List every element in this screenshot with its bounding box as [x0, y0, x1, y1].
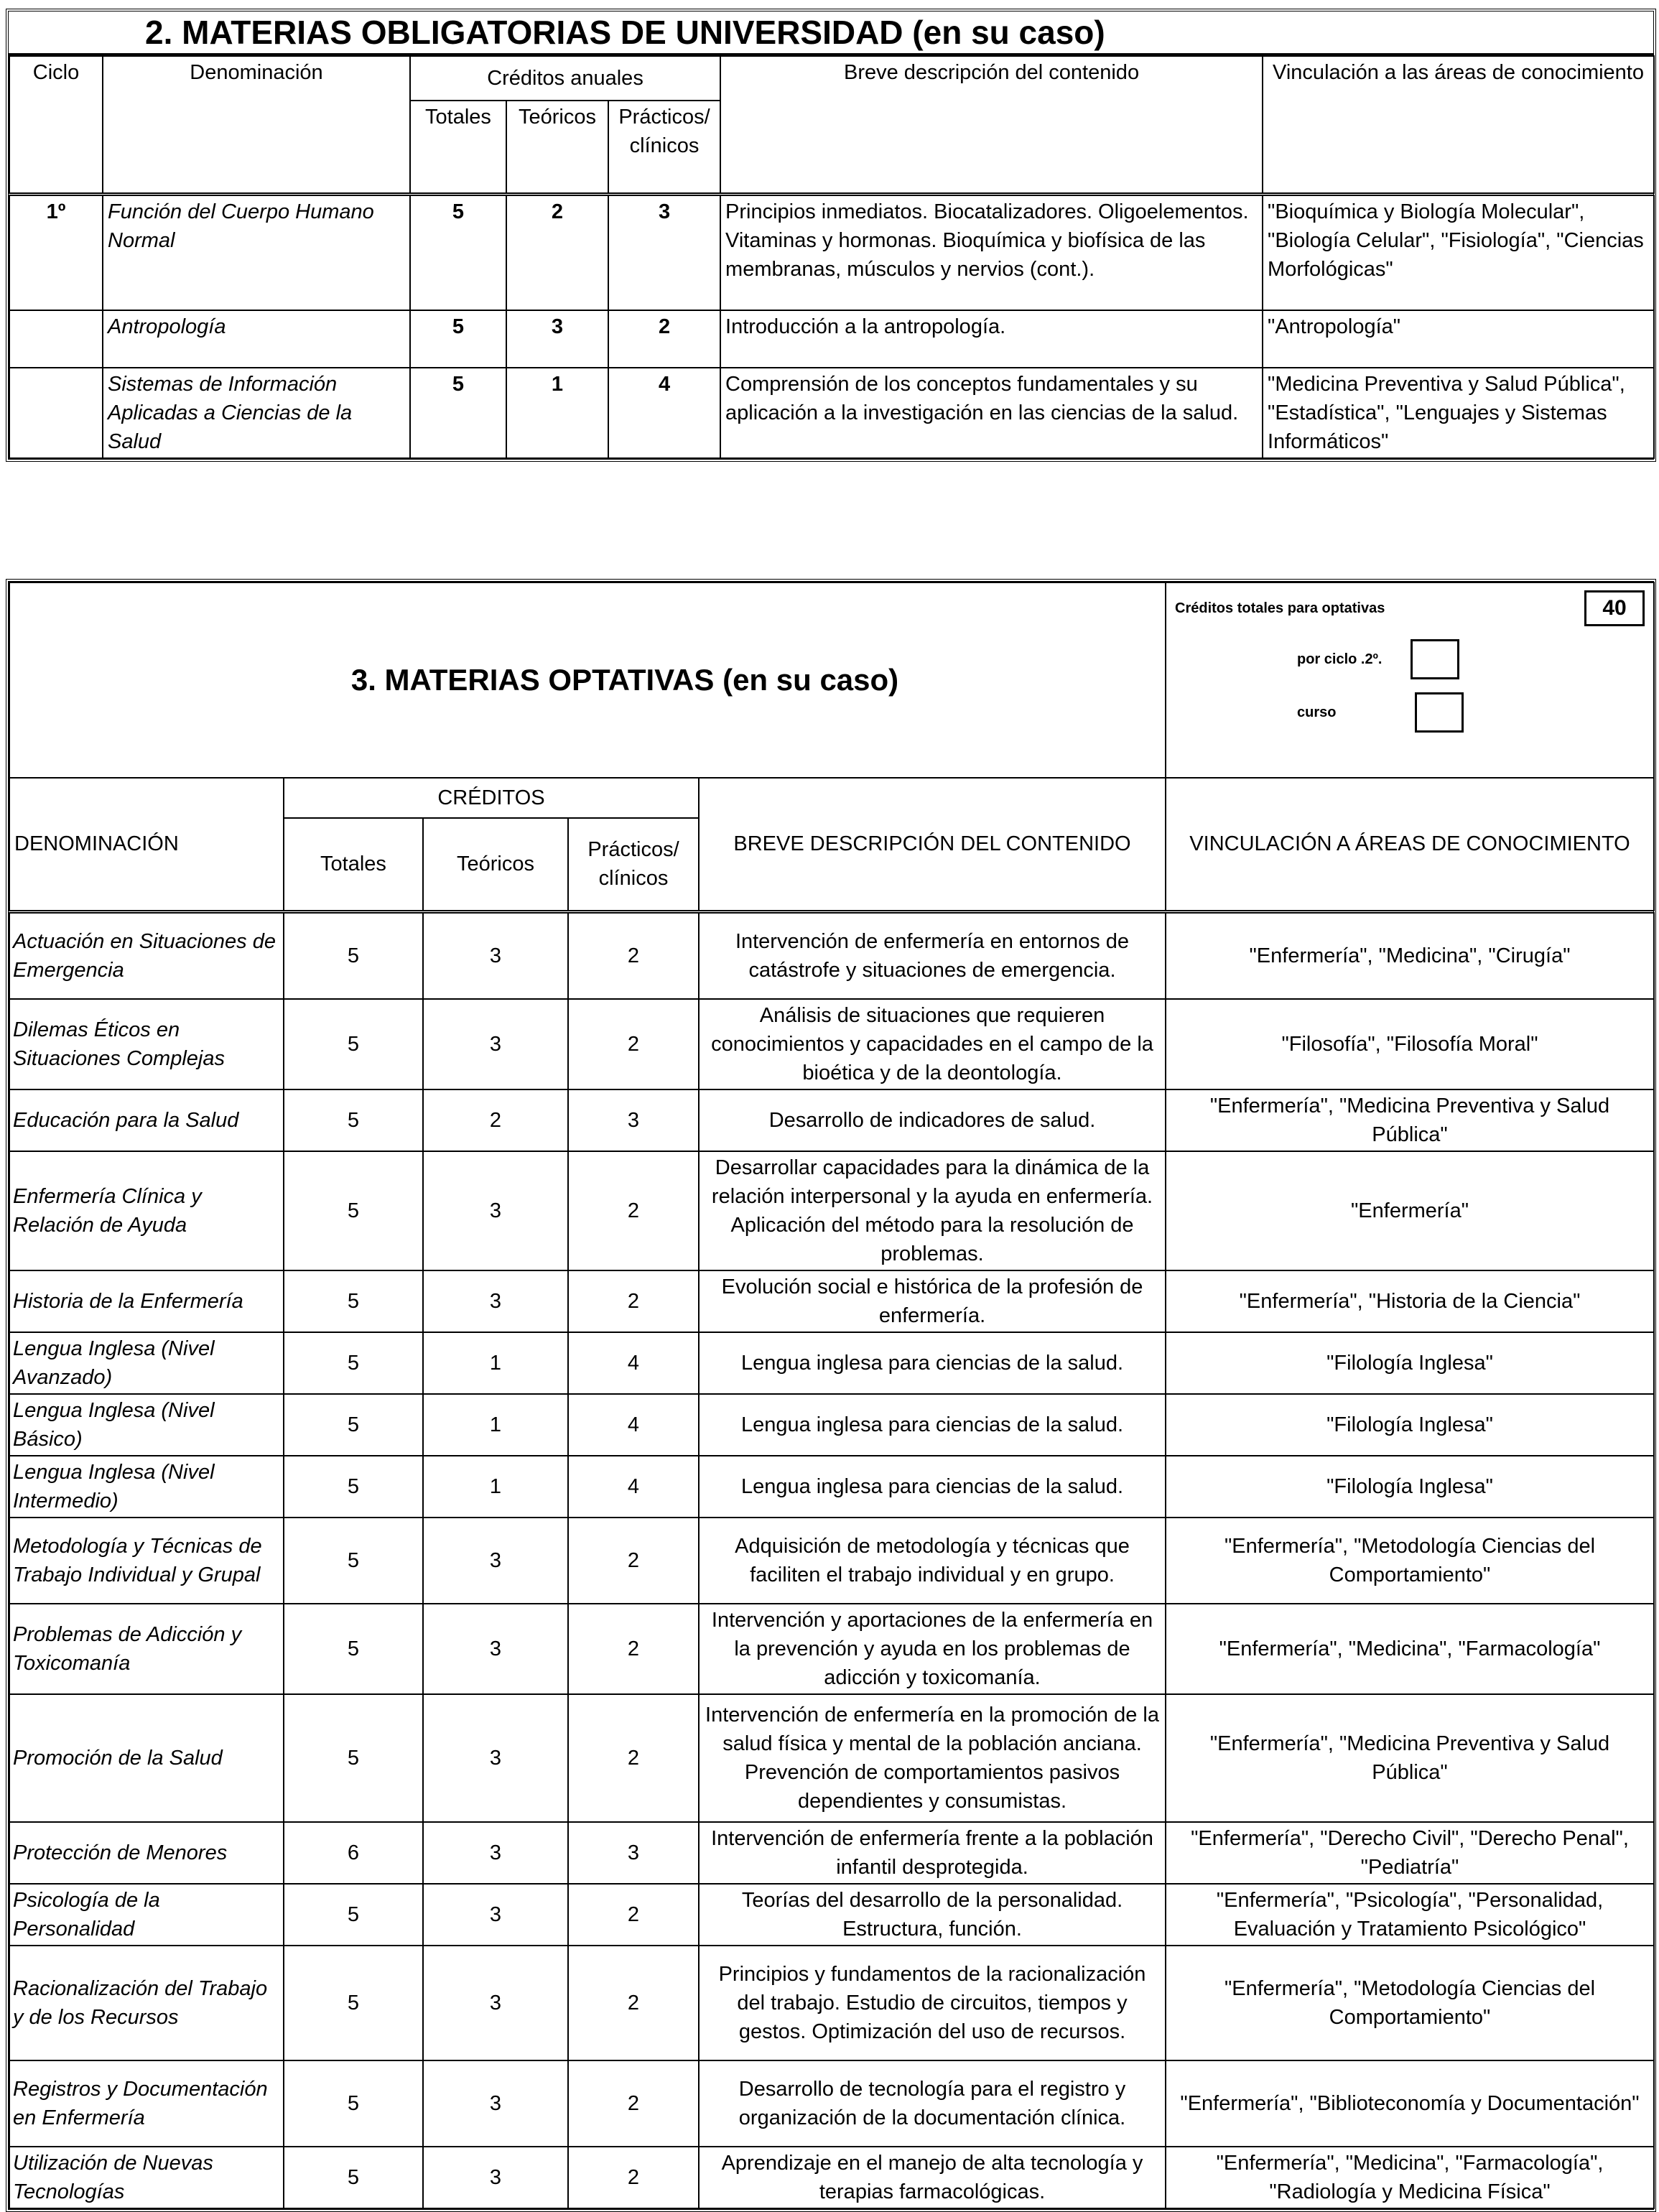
table-row [9, 194, 1654, 310]
cell-practicos: 2 [568, 2147, 699, 2208]
cell-desc: Análisis de situaciones que requieren conocimientos y capacidades en el campo de la bioética y de la deontología. [699, 999, 1166, 1089]
section-3-title: 3. MATERIAS OPTATIVAS (en su caso) [9, 582, 1166, 778]
cell-practicos: 4 [608, 368, 720, 458]
cell-desc: Intervención de enfermería frente a la población infantil desprotegida. [699, 1822, 1166, 1884]
cell-practicos: 3 [568, 1822, 699, 1884]
cell-practicos: 2 [568, 1518, 699, 1604]
cell-areas: "Enfermería", "Psicología", "Personalidad, Evaluación y Tratamiento Psicológico" [1166, 1884, 1654, 1946]
table-row [9, 2147, 1654, 2208]
cell-practicos: 2 [568, 1604, 699, 1694]
cell-teoricos: 3 [423, 911, 568, 999]
cell-practicos: 2 [608, 310, 720, 368]
cell-totales: 5 [410, 194, 506, 310]
cell-desc: Teorías del desarrollo de la personalidad. Estructura, función. [699, 1884, 1166, 1946]
cell-totales: 6 [284, 1822, 423, 1884]
cell-ciclo [9, 310, 103, 368]
cell-name: Actuación en Situaciones de Emergencia [9, 911, 284, 999]
cell-teoricos: 1 [423, 1394, 568, 1456]
cell-teoricos: 3 [423, 1884, 568, 1946]
cell-areas: "Filología Inglesa" [1166, 1332, 1654, 1394]
cell-areas: "Enfermería", "Historia de la Ciencia" [1166, 1270, 1654, 1332]
total-credits-value: 40 [1584, 590, 1645, 626]
header-vinculacion: Vinculación a las áreas de conocimiento [1263, 56, 1654, 194]
cell-areas: "Enfermería", "Medicina Preventiva y Salud Pública" [1166, 1694, 1654, 1822]
cell-name: Dilemas Éticos en Situaciones Complejas [9, 999, 284, 1089]
cell-totales: 5 [284, 1456, 423, 1518]
cell-name: Lengua Inglesa (Nivel Avanzado) [9, 1332, 284, 1394]
cell-teoricos: 3 [506, 310, 608, 368]
cell-practicos: 2 [568, 999, 699, 1089]
cell-desc: Aprendizaje en el manejo de alta tecnología y terapias farmacológicas. [699, 2147, 1166, 2208]
header-totales: Totales [284, 818, 423, 911]
cell-totales: 5 [284, 1332, 423, 1394]
table-row [9, 1822, 1654, 1884]
cell-desc: Adquisición de metodología y técnicas que faciliten el trabajo individual y en grupo. [699, 1518, 1166, 1604]
cell-teoricos: 3 [423, 1518, 568, 1604]
cell-practicos: 2 [568, 1270, 699, 1332]
table-row [9, 1151, 1654, 1270]
table-row [9, 1884, 1654, 1946]
cell-desc: Intervención de enfermería en entornos de catástrofe y situaciones de emergencia. [699, 911, 1166, 999]
cell-totales: 5 [284, 911, 423, 999]
cell-areas: "Enfermería", "Medicina", "Cirugía" [1166, 911, 1654, 999]
cell-totales: 5 [284, 1694, 423, 1822]
table-row [9, 1394, 1654, 1456]
cell-name: Metodología y Técnicas de Trabajo Individual y Grupal [9, 1518, 284, 1604]
cell-teoricos: 3 [423, 1604, 568, 1694]
table-row [9, 1270, 1654, 1332]
section-obligatorias [6, 9, 1656, 462]
cell-areas: "Enfermería", "Biblioteconomía y Documentación" [1166, 2060, 1654, 2147]
header-teoricos: Teóricos [506, 101, 608, 194]
cell-desc: Intervención de enfermería en la promoción de la salud física y mental de la población anciana. Prevención de comportamientos pasivos dependientes y consumistas. [699, 1694, 1166, 1822]
cell-totales: 5 [284, 1394, 423, 1456]
ciclo-box [1411, 639, 1459, 679]
cell-practicos: 2 [568, 911, 699, 999]
cell-areas: "Enfermería", "Medicina", "Farmacología", "Radiología y Medicina Física" [1166, 2147, 1654, 2208]
cell-practicos: 2 [568, 1884, 699, 1946]
cell-teoricos: 3 [423, 2147, 568, 2208]
optativas-credits-panel [1166, 582, 1654, 778]
cell-totales: 5 [284, 1884, 423, 1946]
table-row [9, 1089, 1654, 1151]
cell-name: Función del Cuerpo Humano Normal [103, 194, 410, 310]
table-row [9, 1604, 1654, 1694]
cell-areas: "Enfermería" [1166, 1151, 1654, 1270]
ciclo-row [1175, 639, 1645, 679]
header-ciclo: Ciclo [9, 56, 103, 194]
cell-name: Problemas de Adicción y Toxicomanía [9, 1604, 284, 1694]
cell-desc: Lengua inglesa para ciencias de la salud. [699, 1394, 1166, 1456]
cell-areas: "Enfermería", "Derecho Civil", "Derecho Penal", "Pediatría" [1166, 1822, 1654, 1884]
header-creditos: Créditos anuales [410, 56, 720, 101]
cell-totales: 5 [284, 2060, 423, 2147]
cell-teoricos: 1 [423, 1332, 568, 1394]
cell-name: Utilización de Nuevas Tecnologías [9, 2147, 284, 2208]
header-practicos: Prácticos/ clínicos [568, 818, 699, 911]
cell-teoricos: 3 [423, 1151, 568, 1270]
cell-totales: 5 [284, 1089, 423, 1151]
cell-totales: 5 [284, 999, 423, 1089]
cell-areas: "Bioquímica y Biología Molecular", "Biología Celular", "Fisiología", "Ciencias Morfológicas" [1263, 194, 1654, 310]
cell-teoricos: 1 [506, 368, 608, 458]
cell-teoricos: 3 [423, 999, 568, 1089]
total-credits-label: Créditos totales para optativas [1175, 600, 1385, 616]
cell-totales: 5 [284, 1151, 423, 1270]
cell-ciclo [9, 368, 103, 458]
table-row [9, 2060, 1654, 2147]
total-credits-row [1175, 590, 1645, 626]
table-row [9, 1946, 1654, 2060]
curso-label: curso [1297, 705, 1337, 720]
header-denominacion: Denominación [103, 56, 410, 194]
cell-name: Protección de Menores [9, 1822, 284, 1884]
cell-totales: 5 [284, 1604, 423, 1694]
cell-desc: Lengua inglesa para ciencias de la salud. [699, 1456, 1166, 1518]
cell-practicos: 3 [568, 1089, 699, 1151]
cell-practicos: 3 [608, 194, 720, 310]
cell-practicos: 4 [568, 1332, 699, 1394]
cell-teoricos: 2 [506, 194, 608, 310]
section-optativas [6, 579, 1656, 2212]
cell-desc: Principios y fundamentos de la racionalización del trabajo. Estudio de circuitos, tiempos y gestos. Optimización del uso de recursos. [699, 1946, 1166, 2060]
cell-totales: 5 [284, 1270, 423, 1332]
cell-name: Racionalización del Trabajo y de los Recursos [9, 1946, 284, 2060]
cell-practicos: 2 [568, 1694, 699, 1822]
header-teoricos: Teóricos [423, 818, 568, 911]
cell-teoricos: 3 [423, 1822, 568, 1884]
cell-desc: Comprensión de los conceptos fundamentales y su aplicación a la investigación en las ciencias de la salud. [720, 368, 1263, 458]
cell-areas: "Filología Inglesa" [1166, 1394, 1654, 1456]
table-row [9, 999, 1654, 1089]
section-2-title: 2. MATERIAS OBLIGATORIAS DE UNIVERSIDAD (en su caso) [9, 11, 1653, 55]
table-row [9, 310, 1654, 368]
cell-totales: 5 [410, 310, 506, 368]
table-row [9, 368, 1654, 458]
cell-desc: Introducción a la antropología. [720, 310, 1263, 368]
cell-name: Historia de la Enfermería [9, 1270, 284, 1332]
cell-desc: Desarrollo de tecnología para el registro y organización de la documentación clínica. [699, 2060, 1166, 2147]
cell-teoricos: 3 [423, 1270, 568, 1332]
cell-areas: "Antropología" [1263, 310, 1654, 368]
cell-desc: Desarrollo de indicadores de salud. [699, 1089, 1166, 1151]
cell-teoricos: 1 [423, 1456, 568, 1518]
curso-row [1175, 692, 1645, 733]
ciclo-label: por ciclo .2º. [1297, 651, 1382, 667]
cell-practicos: 2 [568, 1946, 699, 2060]
cell-ciclo: 1º [9, 194, 103, 310]
cell-name: Antropología [103, 310, 410, 368]
cell-areas: "Enfermería", "Metodología Ciencias del Comportamiento" [1166, 1946, 1654, 2060]
header-totales: Totales [410, 101, 506, 194]
cell-name: Lengua Inglesa (Nivel Básico) [9, 1394, 284, 1456]
table-row [9, 911, 1654, 999]
cell-name: Enfermería Clínica y Relación de Ayuda [9, 1151, 284, 1270]
cell-name: Promoción de la Salud [9, 1694, 284, 1822]
cell-totales: 5 [410, 368, 506, 458]
cell-name: Sistemas de Información Aplicadas a Ciencias de la Salud [103, 368, 410, 458]
cell-desc: Evolución social e histórica de la profesión de enfermería. [699, 1270, 1166, 1332]
cell-practicos: 4 [568, 1394, 699, 1456]
cell-name: Registros y Documentación en Enfermería [9, 2060, 284, 2147]
header-creditos: CRÉDITOS [284, 778, 699, 818]
table-row [9, 1456, 1654, 1518]
cell-desc: Lengua inglesa para ciencias de la salud. [699, 1332, 1166, 1394]
cell-totales: 5 [284, 1946, 423, 2060]
cell-teoricos: 2 [423, 1089, 568, 1151]
cell-totales: 5 [284, 2147, 423, 2208]
header-denominacion: DENOMINACIÓN [9, 778, 284, 911]
cell-teoricos: 3 [423, 2060, 568, 2147]
cell-areas: "Enfermería", "Medicina", "Farmacología" [1166, 1604, 1654, 1694]
cell-practicos: 4 [568, 1456, 699, 1518]
cell-desc: Desarrollar capacidades para la dinámica de la relación interpersonal y la ayuda en enfermería. Aplicación del método para la resolución de problemas. [699, 1151, 1166, 1270]
cell-teoricos: 3 [423, 1946, 568, 2060]
cell-name: Lengua Inglesa (Nivel Intermedio) [9, 1456, 284, 1518]
cell-name: Psicología de la Personalidad [9, 1884, 284, 1946]
cell-totales: 5 [284, 1518, 423, 1604]
curso-box [1415, 692, 1464, 733]
cell-areas: "Medicina Preventiva y Salud Pública", "Estadística", "Lenguajes y Sistemas Informáticos" [1263, 368, 1654, 458]
cell-areas: "Filología Inglesa" [1166, 1456, 1654, 1518]
cell-areas: "Enfermería", "Medicina Preventiva y Salud Pública" [1166, 1089, 1654, 1151]
table-row [9, 1518, 1654, 1604]
cell-teoricos: 3 [423, 1694, 568, 1822]
header-practicos: Prácticos/ clínicos [608, 101, 720, 194]
header-descripcion: BREVE DESCRIPCIÓN DEL CONTENIDO [699, 778, 1166, 911]
obligatorias-table [9, 55, 1655, 459]
cell-practicos: 2 [568, 1151, 699, 1270]
cell-name: Educación para la Salud [9, 1089, 284, 1151]
cell-areas: "Enfermería", "Metodología Ciencias del Comportamiento" [1166, 1518, 1654, 1604]
cell-practicos: 2 [568, 2060, 699, 2147]
optativas-table [9, 582, 1655, 2209]
header-descripcion: Breve descripción del contenido [720, 56, 1263, 194]
table-row [9, 1332, 1654, 1394]
cell-areas: "Filosofía", "Filosofía Moral" [1166, 999, 1654, 1089]
cell-desc: Principios inmediatos. Biocatalizadores. Oligoelementos. Vitaminas y hormonas. Bioquímica y biofísica de las membranas, músculos y nervios (cont.). [720, 194, 1263, 310]
header-vinculacion: VINCULACIÓN A ÁREAS DE CONOCIMIENTO [1166, 778, 1654, 911]
table-row [9, 1694, 1654, 1822]
cell-desc: Intervención y aportaciones de la enfermería en la prevención y ayuda en los problemas de adicción y toxicomanía. [699, 1604, 1166, 1694]
